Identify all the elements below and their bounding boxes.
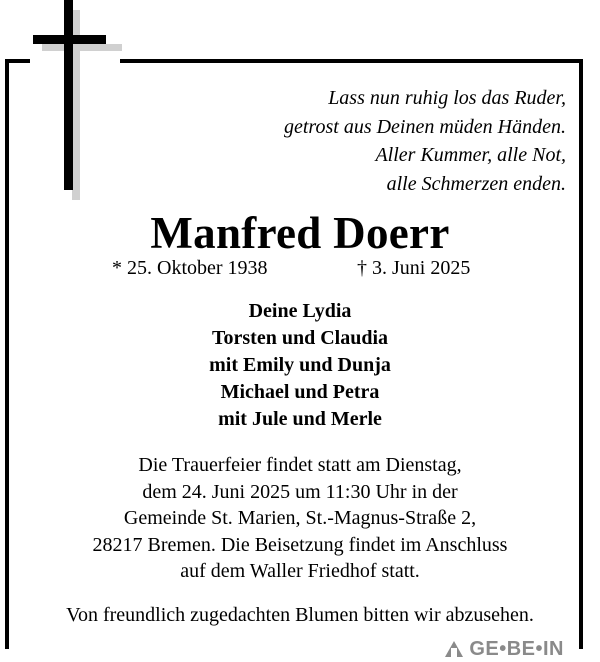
poem [284,84,566,198]
mourner-line: Deine Lydia [248,300,352,322]
gebein-logo-icon [443,639,465,659]
poem-line: getrost aus Deinen müden Händen. [284,115,566,138]
deceased-name: Manfred Doerr [150,208,450,258]
mourner-line: Torsten und Claudia [212,327,388,349]
ceremony-line: dem 24. Juni 2025 um 11:30 Uhr in der [142,480,458,503]
flowers-note: Von freundlich zugedachten Blumen bitten wir abzusehen. [66,604,534,626]
ceremony-info [0,452,600,585]
gebein-logo [439,636,568,662]
death-date: † 3. Juni 2025 [357,257,471,279]
mourner-line: mit Emily und Dunja [209,354,391,376]
poem-line: Aller Kummer, alle Not, [375,144,566,166]
cross-icon [0,0,130,200]
ceremony-line: auf dem Waller Friedhof statt. [180,560,420,582]
poem-line: alle Schmerzen enden. [386,172,566,195]
ceremony-line: Die Trauerfeier findet statt am Dienstag, [138,454,462,476]
poem-line: Lass nun ruhig los das Ruder, [328,87,566,109]
logo-text: GE•BE•IN [469,637,564,660]
ceremony-line: Gemeinde St. Marien, St.-Magnus-Straße 2, [123,507,477,529]
birth-date: * 25. Oktober 1938 [112,257,268,279]
ceremony-line: 28217 Bremen. Die Beisetzung findet im Anschluss [92,533,508,556]
mourner-line: Michael und Petra [220,381,380,403]
mourners-list [0,298,600,433]
mourner-line: mit Jule und Merle [218,408,382,430]
